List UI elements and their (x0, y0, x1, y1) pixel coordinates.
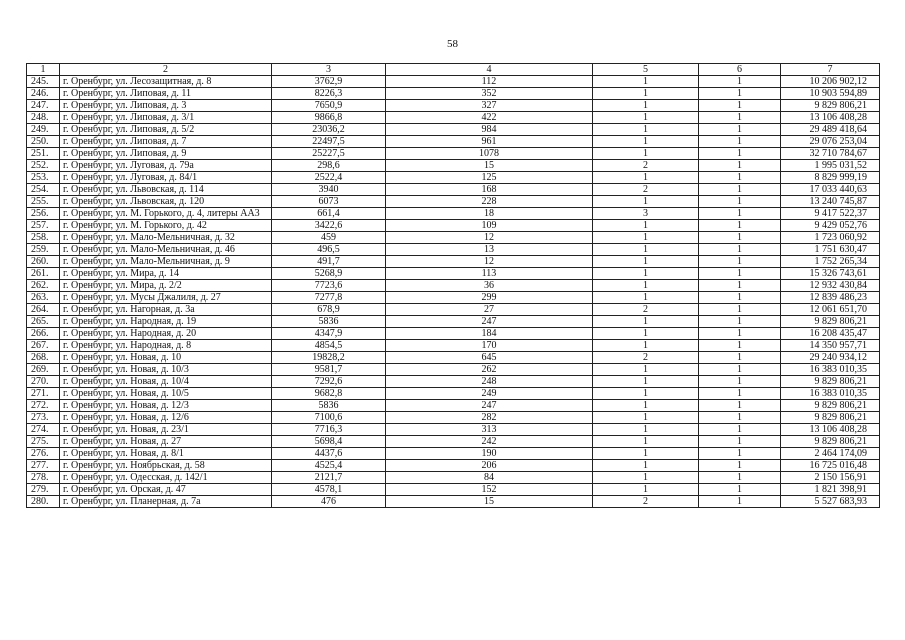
cell-col-5-value: 1 (593, 316, 699, 328)
cell-col-5-value: 1 (593, 100, 699, 112)
cell-cost: 9 829 806,21 (781, 376, 880, 388)
table-row (27, 376, 880, 388)
cell-col-6-value: 1 (699, 412, 781, 424)
cell-address: г. Оренбург, ул. Орская, д. 47 (60, 484, 272, 496)
cell-address: г. Оренбург, ул. Мало-Мельничная, д. 46 (60, 244, 272, 256)
cell-col-5-value: 1 (593, 220, 699, 232)
cell-address: г. Оренбург, ул. Мира, д. 14 (60, 268, 272, 280)
page-number: 58 (447, 38, 458, 50)
cell-area: 4437,6 (272, 448, 386, 460)
cell-col-6-value: 1 (699, 220, 781, 232)
table-row (27, 436, 880, 448)
cell-cost: 13 106 408,28 (781, 112, 880, 124)
cell-col-6-value: 1 (699, 340, 781, 352)
cell-residents: 984 (386, 124, 593, 136)
cell-col-6-value: 1 (699, 136, 781, 148)
cell-row-number: 252. (27, 160, 60, 172)
cell-col-6-value: 1 (699, 484, 781, 496)
cell-row-number: 248. (27, 112, 60, 124)
cell-address: г. Оренбург, ул. Липовая, д. 9 (60, 148, 272, 160)
table-row (27, 412, 880, 424)
cell-row-number: 259. (27, 244, 60, 256)
cell-area: 7723,6 (272, 280, 386, 292)
cell-residents: 170 (386, 340, 593, 352)
cell-area: 7277,8 (272, 292, 386, 304)
cell-area: 678,9 (272, 304, 386, 316)
cell-residents: 168 (386, 184, 593, 196)
cell-area: 5698,4 (272, 436, 386, 448)
cell-row-number: 277. (27, 460, 60, 472)
cell-col-5-value: 3 (593, 208, 699, 220)
cell-col-6-value: 1 (699, 388, 781, 400)
cell-residents: 249 (386, 388, 593, 400)
cell-cost: 1 995 031,52 (781, 160, 880, 172)
cell-cost: 12 061 651,70 (781, 304, 880, 316)
cell-col-5-value: 1 (593, 484, 699, 496)
cell-area: 5836 (272, 400, 386, 412)
table-row (27, 280, 880, 292)
cell-col-6-value: 1 (699, 256, 781, 268)
cell-area: 4525,4 (272, 460, 386, 472)
cell-cost: 9 829 806,21 (781, 400, 880, 412)
cell-col-6-value: 1 (699, 148, 781, 160)
cell-residents: 190 (386, 448, 593, 460)
table-row (27, 484, 880, 496)
table-row (27, 340, 880, 352)
cell-address: г. Оренбург, ул. Мусы Джалиля, д. 27 (60, 292, 272, 304)
cell-col-5-value: 2 (593, 496, 699, 508)
cell-row-number: 263. (27, 292, 60, 304)
cell-col-5-value: 1 (593, 76, 699, 88)
cell-cost: 9 829 806,21 (781, 316, 880, 328)
cell-address: г. Оренбург, ул. М. Горького, д. 4, литеры АА3 (60, 208, 272, 220)
cell-cost: 16 725 016,48 (781, 460, 880, 472)
cell-area: 25227,5 (272, 148, 386, 160)
cell-residents: 18 (386, 208, 593, 220)
table-row (27, 304, 880, 316)
cell-col-6-value: 1 (699, 76, 781, 88)
cell-cost: 13 240 745,87 (781, 196, 880, 208)
cell-col-5-value: 1 (593, 388, 699, 400)
cell-row-number: 273. (27, 412, 60, 424)
cell-col-6-value: 1 (699, 328, 781, 340)
cell-residents: 12 (386, 256, 593, 268)
table-row (27, 184, 880, 196)
cell-address: г. Оренбург, ул. Одесская, д. 142/1 (60, 472, 272, 484)
table-row (27, 448, 880, 460)
cell-row-number: 253. (27, 172, 60, 184)
cell-area: 459 (272, 232, 386, 244)
cell-col-6-value: 1 (699, 292, 781, 304)
cell-area: 476 (272, 496, 386, 508)
cell-row-number: 255. (27, 196, 60, 208)
cell-cost: 1 752 265,34 (781, 256, 880, 268)
cell-area: 5268,9 (272, 268, 386, 280)
cell-cost: 5 527 683,93 (781, 496, 880, 508)
cell-area: 23036,2 (272, 124, 386, 136)
cell-residents: 15 (386, 160, 593, 172)
cell-area: 3422,6 (272, 220, 386, 232)
table-row (27, 148, 880, 160)
cell-area: 491,7 (272, 256, 386, 268)
cell-area: 2522,4 (272, 172, 386, 184)
cell-area: 7292,6 (272, 376, 386, 388)
cell-address: г. Оренбург, ул. Мало-Мельничная, д. 9 (60, 256, 272, 268)
cell-col-5-value: 1 (593, 256, 699, 268)
cell-col-6-value: 1 (699, 232, 781, 244)
cell-area: 9682,8 (272, 388, 386, 400)
table-row (27, 160, 880, 172)
cell-residents: 125 (386, 172, 593, 184)
table-row (27, 352, 880, 364)
cell-residents: 27 (386, 304, 593, 316)
cell-row-number: 267. (27, 340, 60, 352)
cell-col-5-value: 2 (593, 304, 699, 316)
cell-cost: 9 429 052,76 (781, 220, 880, 232)
cell-residents: 248 (386, 376, 593, 388)
cell-address: г. Оренбург, ул. Липовая, д. 3/1 (60, 112, 272, 124)
cell-cost: 12 932 430,84 (781, 280, 880, 292)
cell-col-5-value: 2 (593, 160, 699, 172)
cell-address: г. Оренбург, ул. Новая, д. 10/3 (60, 364, 272, 376)
cell-area: 22497,5 (272, 136, 386, 148)
cell-address: г. Оренбург, ул. Липовая, д. 3 (60, 100, 272, 112)
cell-row-number: 245. (27, 76, 60, 88)
cell-area: 7100,6 (272, 412, 386, 424)
cell-address: г. Оренбург, ул. Народная, д. 8 (60, 340, 272, 352)
cell-row-number: 265. (27, 316, 60, 328)
column-header: 1 (27, 64, 60, 76)
cell-col-5-value: 1 (593, 148, 699, 160)
cell-address: г. Оренбург, ул. Новая, д. 10 (60, 352, 272, 364)
cell-col-6-value: 1 (699, 352, 781, 364)
column-header: 4 (386, 64, 593, 76)
table-row (27, 136, 880, 148)
cell-residents: 206 (386, 460, 593, 472)
cell-area: 4347,9 (272, 328, 386, 340)
cell-row-number: 254. (27, 184, 60, 196)
cell-cost: 16 208 435,47 (781, 328, 880, 340)
cell-col-6-value: 1 (699, 160, 781, 172)
cell-address: г. Оренбург, ул. Новая, д. 23/1 (60, 424, 272, 436)
cell-cost: 15 326 743,61 (781, 268, 880, 280)
cell-residents: 262 (386, 364, 593, 376)
column-header: 7 (781, 64, 880, 76)
cell-col-5-value: 1 (593, 448, 699, 460)
cell-address: г. Оренбург, ул. Новая, д. 8/1 (60, 448, 272, 460)
cell-col-6-value: 1 (699, 460, 781, 472)
column-header: 2 (60, 64, 272, 76)
table-row (27, 328, 880, 340)
table-row (27, 208, 880, 220)
cell-address: г. Оренбург, ул. Липовая, д. 11 (60, 88, 272, 100)
cell-address: г. Оренбург, ул. Липовая, д. 5/2 (60, 124, 272, 136)
cell-cost: 2 464 174,09 (781, 448, 880, 460)
cell-address: г. Оренбург, ул. Новая, д. 12/3 (60, 400, 272, 412)
cell-row-number: 264. (27, 304, 60, 316)
cell-cost: 9 829 806,21 (781, 100, 880, 112)
table-row (27, 472, 880, 484)
cell-row-number: 268. (27, 352, 60, 364)
cell-col-5-value: 1 (593, 460, 699, 472)
cell-area: 661,4 (272, 208, 386, 220)
cell-row-number: 262. (27, 280, 60, 292)
cell-area: 7650,9 (272, 100, 386, 112)
cell-area: 7716,3 (272, 424, 386, 436)
cell-col-6-value: 1 (699, 184, 781, 196)
cell-row-number: 272. (27, 400, 60, 412)
cell-col-6-value: 1 (699, 208, 781, 220)
table-row (27, 100, 880, 112)
cell-residents: 242 (386, 436, 593, 448)
cell-cost: 16 383 010,35 (781, 364, 880, 376)
cell-row-number: 271. (27, 388, 60, 400)
cell-residents: 15 (386, 496, 593, 508)
cell-row-number: 280. (27, 496, 60, 508)
cell-address: г. Оренбург, ул. Новая, д. 12/6 (60, 412, 272, 424)
cell-residents: 228 (386, 196, 593, 208)
table-row (27, 244, 880, 256)
cell-col-6-value: 1 (699, 172, 781, 184)
cell-area: 5836 (272, 316, 386, 328)
cell-cost: 9 417 522,37 (781, 208, 880, 220)
table-row (27, 88, 880, 100)
cell-col-5-value: 2 (593, 184, 699, 196)
cell-row-number: 258. (27, 232, 60, 244)
cell-cost: 8 829 999,19 (781, 172, 880, 184)
cell-address: г. Оренбург, ул. Новая, д. 27 (60, 436, 272, 448)
cell-cost: 10 206 902,12 (781, 76, 880, 88)
cell-row-number: 256. (27, 208, 60, 220)
table-row (27, 496, 880, 508)
cell-col-6-value: 1 (699, 304, 781, 316)
cell-cost: 9 829 806,21 (781, 412, 880, 424)
cell-row-number: 261. (27, 268, 60, 280)
cell-col-6-value: 1 (699, 196, 781, 208)
cell-residents: 961 (386, 136, 593, 148)
cell-area: 496,5 (272, 244, 386, 256)
cell-cost: 1 723 060,92 (781, 232, 880, 244)
cell-col-6-value: 1 (699, 268, 781, 280)
cell-residents: 645 (386, 352, 593, 364)
cell-row-number: 274. (27, 424, 60, 436)
cell-address: г. Оренбург, ул. Новая, д. 10/4 (60, 376, 272, 388)
cell-residents: 184 (386, 328, 593, 340)
cell-col-5-value: 1 (593, 196, 699, 208)
cell-address: г. Оренбург, ул. Ноябрьская, д. 58 (60, 460, 272, 472)
cell-col-6-value: 1 (699, 280, 781, 292)
cell-residents: 1078 (386, 148, 593, 160)
cell-row-number: 247. (27, 100, 60, 112)
cell-area: 4854,5 (272, 340, 386, 352)
table-row (27, 196, 880, 208)
column-header: 3 (272, 64, 386, 76)
cell-address: г. Оренбург, ул. Луговая, д. 84/1 (60, 172, 272, 184)
table-row (27, 364, 880, 376)
cell-row-number: 270. (27, 376, 60, 388)
cell-residents: 299 (386, 292, 593, 304)
cell-col-5-value: 1 (593, 292, 699, 304)
cell-cost: 17 033 440,63 (781, 184, 880, 196)
cell-cost: 29 076 253,04 (781, 136, 880, 148)
cell-cost: 29 240 934,12 (781, 352, 880, 364)
cell-address: г. Оренбург, ул. М. Горького, д. 42 (60, 220, 272, 232)
column-header: 5 (593, 64, 699, 76)
cell-address: г. Оренбург, ул. Народная, д. 20 (60, 328, 272, 340)
cell-row-number: 260. (27, 256, 60, 268)
cell-area: 9866,8 (272, 112, 386, 124)
cell-address: г. Оренбург, ул. Лесозащитная, д. 8 (60, 76, 272, 88)
cell-address: г. Оренбург, ул. Липовая, д. 7 (60, 136, 272, 148)
cell-col-5-value: 2 (593, 352, 699, 364)
cell-address: г. Оренбург, ул. Нагорная, д. 3а (60, 304, 272, 316)
cell-row-number: 249. (27, 124, 60, 136)
cell-residents: 12 (386, 232, 593, 244)
cell-row-number: 269. (27, 364, 60, 376)
cell-col-6-value: 1 (699, 424, 781, 436)
table-row (27, 460, 880, 472)
cell-col-5-value: 1 (593, 172, 699, 184)
cell-col-6-value: 1 (699, 472, 781, 484)
cell-area: 6073 (272, 196, 386, 208)
cell-row-number: 278. (27, 472, 60, 484)
cell-col-5-value: 1 (593, 376, 699, 388)
cell-address: г. Оренбург, ул. Мало-Мельничная, д. 32 (60, 232, 272, 244)
cell-residents: 247 (386, 400, 593, 412)
cell-col-6-value: 1 (699, 100, 781, 112)
cell-col-5-value: 1 (593, 244, 699, 256)
cell-address: г. Оренбург, ул. Новая, д. 10/5 (60, 388, 272, 400)
cell-col-6-value: 1 (699, 448, 781, 460)
cell-residents: 247 (386, 316, 593, 328)
cell-col-6-value: 1 (699, 88, 781, 100)
cell-address: г. Оренбург, ул. Мира, д. 2/2 (60, 280, 272, 292)
cell-col-5-value: 1 (593, 424, 699, 436)
cell-residents: 13 (386, 244, 593, 256)
cell-col-6-value: 1 (699, 364, 781, 376)
cell-residents: 352 (386, 88, 593, 100)
cell-row-number: 266. (27, 328, 60, 340)
cell-cost: 1 821 398,91 (781, 484, 880, 496)
cell-area: 3940 (272, 184, 386, 196)
table-row (27, 172, 880, 184)
cell-col-5-value: 1 (593, 412, 699, 424)
cell-row-number: 276. (27, 448, 60, 460)
cell-cost: 29 489 418,64 (781, 124, 880, 136)
cell-col-5-value: 1 (593, 340, 699, 352)
cell-cost: 1 751 630,47 (781, 244, 880, 256)
cell-cost: 2 150 156,91 (781, 472, 880, 484)
cell-cost: 16 383 010,35 (781, 388, 880, 400)
cell-address: г. Оренбург, ул. Львовская, д. 120 (60, 196, 272, 208)
cell-area: 8226,3 (272, 88, 386, 100)
cell-cost: 32 710 784,67 (781, 148, 880, 160)
cell-row-number: 257. (27, 220, 60, 232)
cell-residents: 422 (386, 112, 593, 124)
cell-col-6-value: 1 (699, 244, 781, 256)
cell-residents: 313 (386, 424, 593, 436)
cell-area: 298,6 (272, 160, 386, 172)
cell-col-6-value: 1 (699, 112, 781, 124)
cell-area: 3762,9 (272, 76, 386, 88)
cell-col-5-value: 1 (593, 124, 699, 136)
table-row (27, 220, 880, 232)
table-row (27, 388, 880, 400)
cell-col-6-value: 1 (699, 376, 781, 388)
cell-area: 2121,7 (272, 472, 386, 484)
column-header: 6 (699, 64, 781, 76)
table-row (27, 112, 880, 124)
table-row (27, 268, 880, 280)
cell-area: 9581,7 (272, 364, 386, 376)
cell-cost: 10 903 594,89 (781, 88, 880, 100)
cell-col-5-value: 1 (593, 112, 699, 124)
cell-residents: 327 (386, 100, 593, 112)
cell-row-number: 251. (27, 148, 60, 160)
cell-col-5-value: 1 (593, 364, 699, 376)
cell-cost: 12 839 486,23 (781, 292, 880, 304)
cell-col-5-value: 1 (593, 88, 699, 100)
table-row (27, 292, 880, 304)
cell-residents: 152 (386, 484, 593, 496)
cell-residents: 282 (386, 412, 593, 424)
cell-cost: 9 829 806,21 (781, 436, 880, 448)
cell-col-6-value: 1 (699, 316, 781, 328)
cell-cost: 14 350 957,71 (781, 340, 880, 352)
table-row (27, 316, 880, 328)
cell-address: г. Оренбург, ул. Львовская, д. 114 (60, 184, 272, 196)
table-row (27, 76, 880, 88)
cell-address: г. Оренбург, ул. Луговая, д. 79а (60, 160, 272, 172)
cell-col-6-value: 1 (699, 400, 781, 412)
cell-row-number: 250. (27, 136, 60, 148)
cell-col-6-value: 1 (699, 436, 781, 448)
cell-cost: 13 106 408,28 (781, 424, 880, 436)
cell-col-5-value: 1 (593, 136, 699, 148)
cell-address: г. Оренбург, ул. Народная, д. 19 (60, 316, 272, 328)
cell-residents: 112 (386, 76, 593, 88)
cell-area: 19828,2 (272, 352, 386, 364)
cell-residents: 36 (386, 280, 593, 292)
cell-col-6-value: 1 (699, 496, 781, 508)
cell-col-5-value: 1 (593, 400, 699, 412)
cell-col-5-value: 1 (593, 280, 699, 292)
cell-residents: 113 (386, 268, 593, 280)
cell-col-5-value: 1 (593, 436, 699, 448)
table-row (27, 232, 880, 244)
table-row (27, 256, 880, 268)
cell-col-5-value: 1 (593, 328, 699, 340)
cell-col-6-value: 1 (699, 124, 781, 136)
table-row (27, 424, 880, 436)
cell-residents: 84 (386, 472, 593, 484)
cell-col-5-value: 1 (593, 472, 699, 484)
data-table (26, 63, 880, 508)
cell-row-number: 275. (27, 436, 60, 448)
table-row (27, 124, 880, 136)
cell-residents: 109 (386, 220, 593, 232)
header-row (27, 64, 880, 76)
cell-address: г. Оренбург, ул. Планерная, д. 7а (60, 496, 272, 508)
cell-col-5-value: 1 (593, 268, 699, 280)
cell-row-number: 279. (27, 484, 60, 496)
cell-col-5-value: 1 (593, 232, 699, 244)
cell-area: 4578,1 (272, 484, 386, 496)
table-row (27, 400, 880, 412)
cell-row-number: 246. (27, 88, 60, 100)
